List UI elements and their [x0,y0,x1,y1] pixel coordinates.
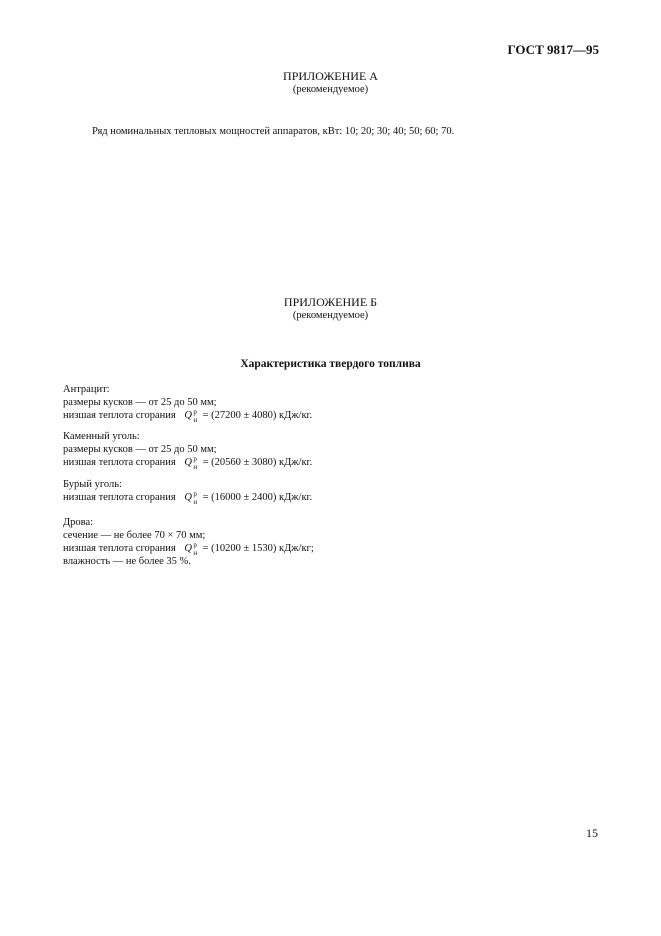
formula-symbol: Q р н [184,490,198,506]
heat-label: низшая теплота сгорания [63,492,176,503]
heat-value: = (27200 ± 4080) кДж/кг. [202,410,313,421]
section-heading: Характеристика твердого топлива [240,358,421,370]
fuel-block-wood [63,516,314,568]
heat-label: низшая теплота сгорания [63,410,176,421]
fuel-heat-line [63,456,312,469]
heat-formula [184,490,202,506]
annex-a-heading [0,70,661,96]
document-header: ГОСТ 9817—95 [507,42,599,57]
heat-label: низшая теплота сгорания [63,543,176,554]
page-number: 15 [586,826,598,840]
heat-label: низшая теплота сгорания [63,457,176,468]
annex-b-heading [0,296,661,322]
fuel-heat-line [63,491,312,504]
heat-formula [184,408,202,424]
annex-a-text: Ряд номинальных тепловых мощностей аппаратов, кВт: 10; 20; 30; 40; 50; 60; 70. [92,126,455,137]
fuel-block-brown-coal [63,478,312,504]
fuel-moisture: влажность — не более 35 %. [63,556,191,567]
fuel-heat-line [63,409,312,422]
fuel-block-coal [63,430,312,469]
heat-value: = (20560 ± 3080) кДж/кг. [202,457,313,468]
heat-formula [184,455,202,471]
heat-value: = (10200 ± 1530) кДж/кг; [202,543,314,554]
fuel-size: размеры кусков — от 25 до 50 мм; [63,397,217,408]
formula-symbol: Q р н [184,455,198,471]
fuel-heat-line [63,542,314,555]
annex-b-subtitle: (рекомендуемое) [292,310,369,321]
formula-symbol: Q р н [184,408,198,424]
annex-a-subtitle: (рекомендуемое) [292,84,369,95]
annex-a-title: ПРИЛОЖЕНИЕ А [283,69,378,83]
heat-value: = (16000 ± 2400) кДж/кг. [202,492,313,503]
fuel-block-anthracite [63,383,312,422]
fuel-name: Бурый уголь: [63,479,122,490]
fuel-section: сечение — не более 70 × 70 мм; [63,530,206,541]
formula-symbol: Q р н [184,541,198,557]
fuel-size: размеры кусков — от 25 до 50 мм; [63,444,217,455]
fuel-name: Дрова: [63,517,94,528]
heat-formula [184,541,202,557]
fuel-name: Каменный уголь: [63,431,140,442]
annex-b-title: ПРИЛОЖЕНИЕ Б [283,295,378,309]
fuel-name: Антрацит: [63,384,110,395]
